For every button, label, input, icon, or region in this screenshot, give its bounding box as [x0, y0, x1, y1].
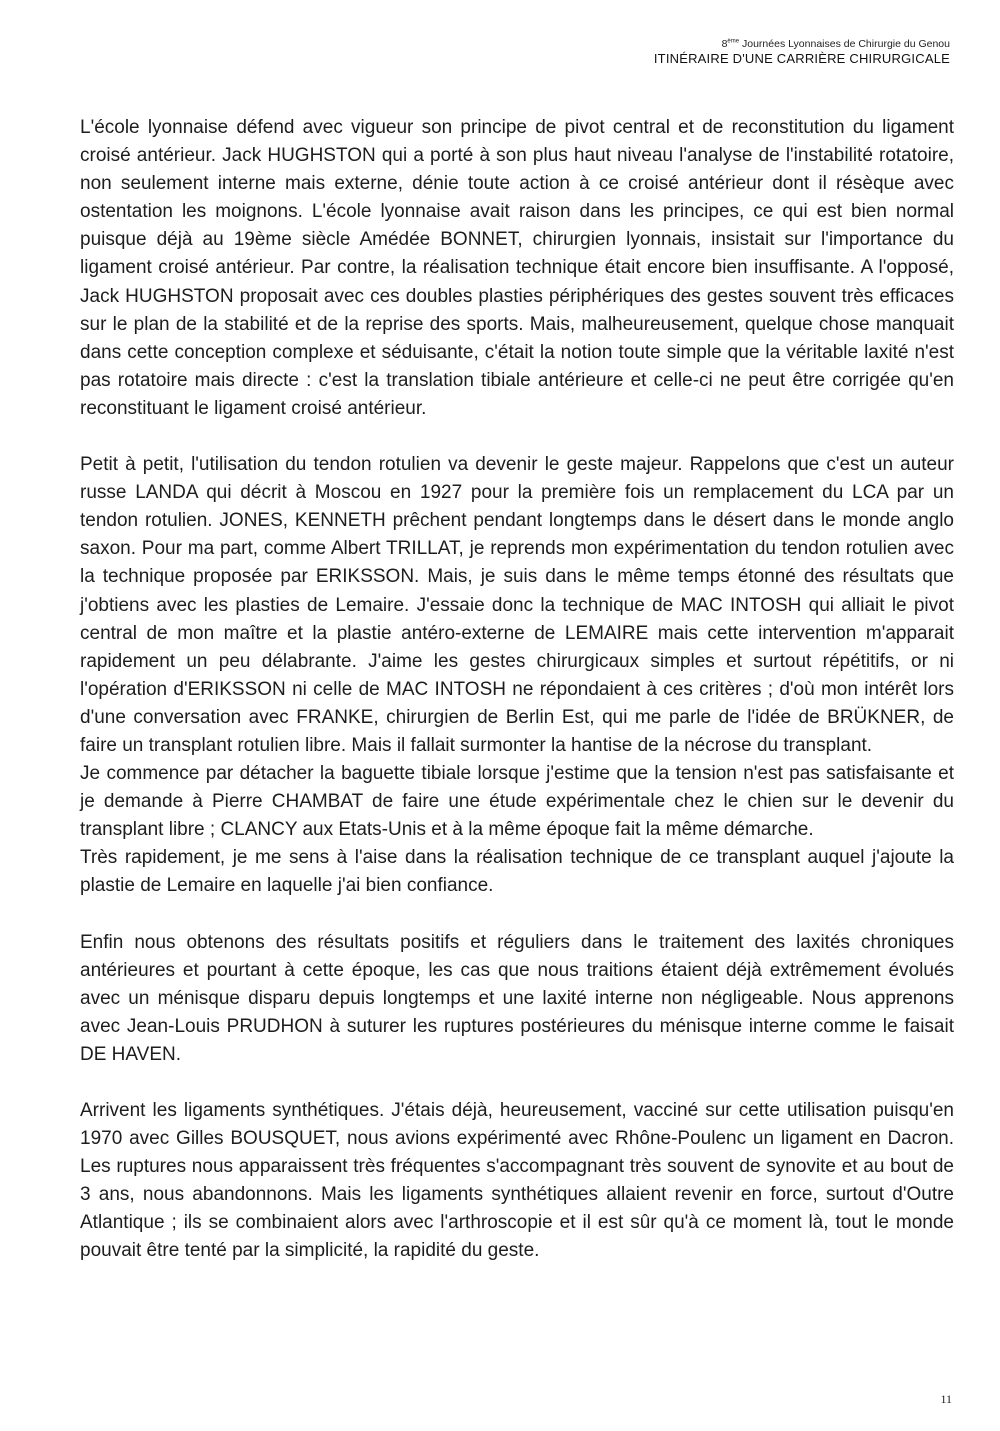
- header-conference-name: Journées Lyonnaises de Chirurgie du Genou: [739, 38, 950, 50]
- paragraph-5: Enfin nous obtenons des résultats positifs et réguliers dans le traitement des laxités chroniques antérieures et pourtant à cette époque, les cas que nous traitions étaient déjà extrêmement évolués avec un ménisque disparu depuis longtemps et une laxité interne non négligeable. Nous apprenons avec Jean-Louis PRUDHON à suturer les ruptures postérieures du ménisque interne comme le faisait DE HAVEN.: [80, 931, 954, 1065]
- page-number: 11: [940, 1392, 952, 1406]
- article-body: [80, 114, 954, 1266]
- header-article-title: ITINÉRAIRE D'UNE CARRIÈRE CHIRURGICALE: [653, 50, 950, 66]
- paragraph-2: Petit à petit, l'utilisation du tendon rotulien va devenir le geste majeur. Rappelons que c'est un auteur russe LANDA qui décrit à Moscou en 1927 pour la première fois un remplacement du LCA par un tendon rotulien. JONES, KENNETH prêchent pendant longtemps dans le désert dans le monde anglo saxon. Pour ma part, comme Albert TRILLAT, je reprends mon expérimentation du tendon rotulien avec la technique proposée par ERIKSSON. Mais, je suis dans le même temps étonné des résultats que j'obtiens avec les plasties de Lemaire. J'essaie donc la technique de MAC INTOSH qui alliait le pivot central de mon maître et la plastie antéro-externe de LEMAIRE mais cette intervention m'apparait rapidement un peu délabrante. J'aime les gestes chirurgicaux simples et surtout répétitifs, or ni l'opération d'ERIKSSON ni celle de MAC INTOSH ne répondaient à ces critères ; d'où mon intérêt lors d'une conversation avec FRANKE, chirurgien de Berlin Est, qui me parle de l'idée de BRÜKNER, de faire un transplant rotulien libre. Mais il fallait surmonter la hantise de la nécrose du transplant.: [80, 454, 954, 756]
- running-header: [654, 38, 950, 66]
- paragraph-4: Très rapidement, je me sens à l'aise dans la réalisation technique de ce transplant auquel j'ajoute la plastie de Lemaire en laquelle j'ai bien confiance.: [80, 847, 954, 897]
- paragraph-1: L'école lyonnaise défend avec vigueur son principe de pivot central et de reconstitution du ligament croisé antérieur. Jack HUGHSTON qui a porté à son plus haut niveau l'analyse de l'instabilité rotatoire, non seulement interne mais externe, dénie toute action à ce croisé antérieur dont il résèque avec ostentation les moignons. L'école lyonnaise avait raison dans les principes, ce qui est bien normal puisque déjà au 19ème siècle Amédée BONNET, chirurgien lyonnais, insistait sur l'importance du ligament croisé antérieur. Par contre, la réalisation technique était encore bien insuffisante. A l'opposé, Jack HUGHSTON proposait avec ces doubles plasties périphériques des gestes souvent très efficaces sur le plan de la stabilité et de la reprise des sports. Mais, malheureusement, quelque chose manquait dans cette conception complexe et séduisante, c'était la notion toute simple que la véritable laxité n'est pas rotatoire mais directe : c'est la translation tibiale antérieure et celle-ci ne peut être corrigée qu'en reconstituant le ligament croisé antérieur.: [80, 117, 954, 419]
- header-ordinal-number: 8: [721, 38, 728, 50]
- header-conference-title: [654, 38, 950, 51]
- paragraph-6: Arrivent les ligaments synthétiques. J'étais déjà, heureusement, vacciné sur cette utilisation puisqu'en 1970 avec Gilles BOUSQUET, nous avions expérimenté avec Rhône-Poulenc un ligament en Dacron. Les ruptures nous apparaissent très fréquentes s'accompagnant très souvent de synovite et au bout de 3 ans, nous abandonnons. Mais les ligaments synthétiques allaient revenir en force, surtout d'Outre Atlantique ; ils se combinaient alors avec l'arthroscopie et il est sûr qu'à ce moment là, tout le monde pouvait être tenté par la simplicité, la rapidité du geste.: [80, 1100, 954, 1262]
- header-ordinal-suffix: ème: [727, 38, 740, 45]
- paragraph-3: Je commence par détacher la baguette tibiale lorsque j'estime que la tension n'est pas satisfaisante et je demande à Pierre CHAMBAT de faire une étude expérimentale chez le chien sur le devenir du transplant libre ; CLANCY aux Etats-Unis et à la même époque fait la même démarche.: [80, 763, 954, 841]
